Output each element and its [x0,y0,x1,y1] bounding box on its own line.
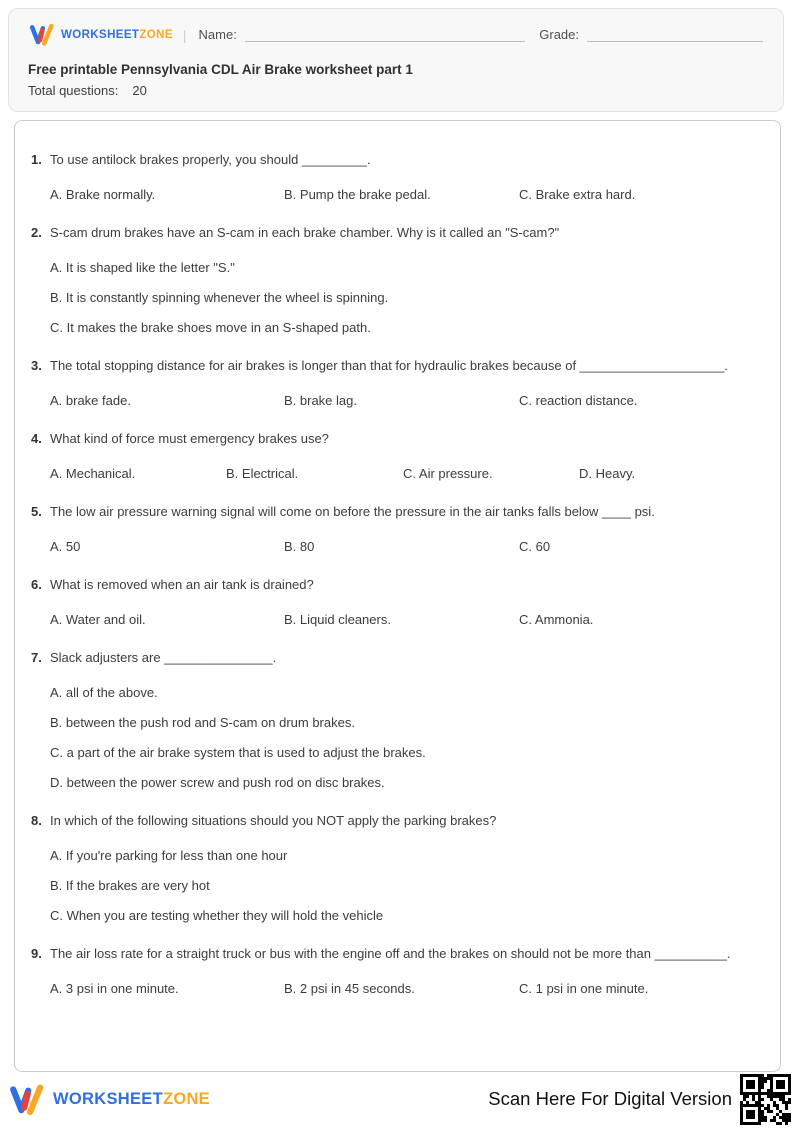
option-a: A. 3 psi in one minute. [50,981,179,996]
question-5 [31,500,764,555]
option-c: C. When you are testing whether they will hold the vehicle [50,908,384,923]
worksheet-title: Free printable Pennsylvania CDL Air Brake worksheet part 1 [28,62,413,77]
worksheetzone-w-icon [28,22,56,47]
question-2 [31,221,764,336]
option-c: C. a part of the air brake system that is used to adjust the brakes. [50,745,426,760]
option-c: C. 1 psi in one minute. [519,981,649,996]
grade-label: Grade: [539,27,579,42]
question-text: To use antilock brakes properly, you should _________. [50,152,371,167]
option-a: A. 50 [50,539,81,554]
option-c: C. reaction distance. [519,393,638,408]
name-label: Name: [198,27,237,42]
brand-word-worksheet: WORKSHEET [61,28,140,41]
name-write-line [245,27,525,42]
option-a: A. Mechanical. [50,466,136,481]
question-number: 6. [31,577,42,592]
option-b: B. If the brakes are very hot [50,878,210,893]
question-text: The air loss rate for a straight truck or bus with the engine off and the brakes on should not be more than __________. [50,946,731,961]
brand-word-worksheet: WORKSHEET [53,1089,163,1108]
option-c: C. It makes the brake shoes move in an S-shaped path. [50,320,371,335]
option-d: D. Heavy. [579,466,636,481]
question-text: What kind of force must emergency brakes use? [50,431,329,446]
question-text: What is removed when an air tank is drained? [50,577,314,592]
question-number: 4. [31,431,42,446]
option-a: A. brake fade. [50,393,131,408]
question-text: S-cam drum brakes have an S-cam in each brake chamber. Why is it called an "S-cam?" [50,225,560,240]
option-b: B. Pump the brake pedal. [284,187,431,202]
option-a: A. all of the above. [50,685,158,700]
option-b: B. It is constantly spinning whenever the wheel is spinning. [50,290,389,305]
option-b: B. 80 [284,539,315,554]
option-b: B. Electrical. [226,466,299,481]
worksheetzone-w-icon [8,1082,46,1117]
option-c: C. Brake extra hard. [519,187,636,202]
question-number: 8. [31,813,42,828]
question-number: 2. [31,225,42,240]
option-c: C. 60 [519,539,551,554]
question-6 [31,573,764,628]
question-text: Slack adjusters are _______________. [50,650,277,665]
brand-word-zone: ZONE [139,28,173,41]
question-text: The low air pressure warning signal will come on before the pressure in the air tanks falls below ____ psi. [50,504,655,519]
option-a: A. If you're parking for less than one hour [50,848,288,863]
question-text: The total stopping distance for air brakes is longer than that for hydraulic brakes because of ____________________. [50,358,728,373]
grade-write-line [587,27,763,42]
question-number: 9. [31,946,42,961]
total-questions-label: Total questions: [28,83,119,98]
total-questions [28,83,763,98]
question-4 [31,427,764,482]
divider: | [182,26,187,43]
question-9 [31,942,764,997]
question-number: 3. [31,358,42,373]
total-questions-value: 20 [132,83,147,98]
option-b: B. 2 psi in 45 seconds. [284,981,415,996]
question-8 [31,809,764,924]
scan-here-text: Scan Here For Digital Version [488,1088,732,1109]
option-c: C. Air pressure. [403,466,493,481]
worksheetzone-logo-footer [8,1082,210,1117]
question-text: In which of the following situations should you NOT apply the parking brakes? [50,813,497,828]
question-1 [31,148,764,203]
option-a: A. Brake normally. [50,187,156,202]
questions-box [14,120,781,1072]
worksheetzone-logo [28,22,173,47]
question-7 [31,646,764,791]
option-b: B. Liquid cleaners. [284,612,391,627]
qr-code-icon [740,1074,791,1125]
question-number: 5. [31,504,42,519]
option-d: D. between the power screw and push rod on disc brakes. [50,775,385,790]
option-b: B. between the push rod and S-cam on drum brakes. [50,715,355,730]
question-3 [31,354,764,409]
option-a: A. Water and oil. [50,612,146,627]
option-b: B. brake lag. [284,393,357,408]
brand-word-zone: ZONE [162,1089,210,1108]
option-a: A. It is shaped like the letter "S." [50,260,235,275]
question-number: 7. [31,650,42,665]
option-c: C. Ammonia. [519,612,594,627]
question-number: 1. [31,152,42,167]
header-card [8,8,784,112]
footer [0,1072,793,1125]
